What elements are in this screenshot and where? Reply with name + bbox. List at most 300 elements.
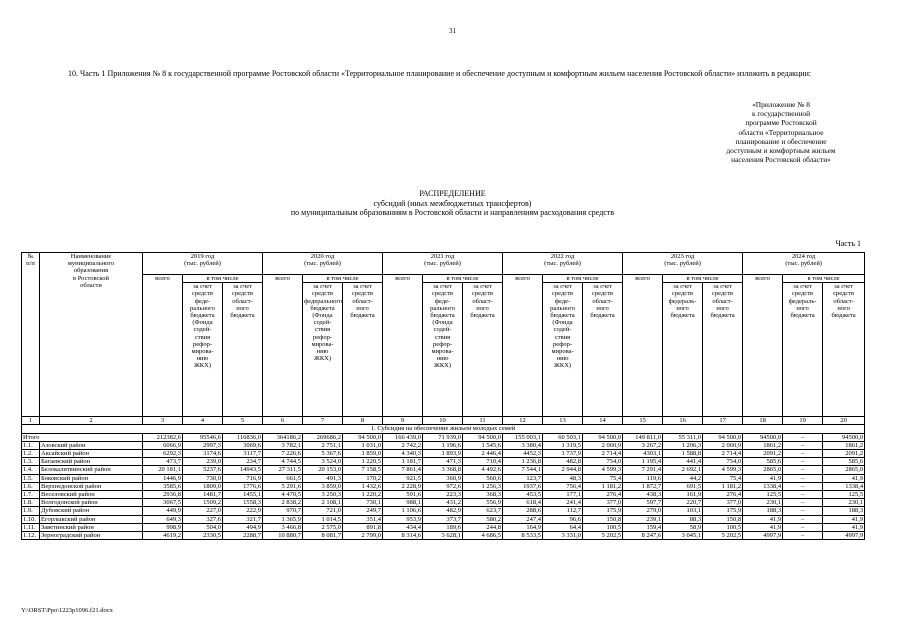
header-federal: за счет средств федерального бюджета (Фонда содей- ствия рефор- мирова- нию ЖКХ) [303, 283, 343, 417]
row-number: 1.7. [22, 491, 40, 499]
value-cell: 2 799,0 [343, 532, 383, 540]
value-cell: 754,0 [703, 458, 743, 466]
value-cell: 2865,0 [743, 466, 783, 474]
municipality-name: Верхнедонской район [40, 482, 143, 490]
header-regional: за счет средств област- ного бюджета [703, 283, 743, 417]
value-cell: 249,7 [343, 507, 383, 515]
value-cell: 891,8 [343, 523, 383, 531]
value-cell: 4 599,3 [583, 466, 623, 474]
value-cell: 8 247,6 [623, 532, 663, 540]
column-number-row [22, 417, 865, 425]
column-number: 6 [263, 417, 303, 425]
value-cell: 41,9 [743, 474, 783, 482]
document-subtitle-1: субсидий (иных межбюджетных трансфертов) [373, 198, 532, 208]
value-cell: 119,6 [623, 474, 663, 482]
value-cell: 438,3 [623, 491, 663, 499]
value-cell: 230,1 [823, 499, 865, 507]
value-cell: 1 014,5 [303, 515, 343, 523]
value-cell: 4 492,6 [463, 466, 503, 474]
row-number: 1.5. [22, 474, 40, 482]
value-cell: 2091,2 [743, 450, 783, 458]
value-cell: – [783, 474, 823, 482]
value-cell: 230,1 [743, 499, 783, 507]
title-block [0, 189, 905, 218]
value-cell: 71 939,0 [423, 433, 463, 441]
value-cell: 149 811,0 [623, 433, 663, 441]
value-cell: 241,4 [543, 499, 583, 507]
value-cell: 3 380,4 [503, 441, 543, 449]
value-cell: 1 181,2 [583, 482, 623, 490]
value-cell: 276,4 [703, 491, 743, 499]
value-cell: 150,8 [583, 515, 623, 523]
page-number: 31 [449, 27, 456, 35]
value-cell: 4997,9 [743, 532, 783, 540]
value-cell: – [783, 507, 823, 515]
value-cell: 1455,1 [223, 491, 263, 499]
value-cell: 368,3 [463, 491, 503, 499]
value-cell: 4 599,3 [703, 466, 743, 474]
value-cell: 1809,0 [183, 482, 223, 490]
value-cell: – [783, 515, 823, 523]
value-cell: 560,6 [463, 474, 503, 482]
header-municipality: Наименование муниципального образования в Ростовской области [40, 253, 143, 417]
value-cell: 3585,6 [143, 482, 183, 490]
row-number: 1.1. [22, 441, 40, 449]
value-cell: 75,4 [583, 474, 623, 482]
value-cell: 1 893,9 [423, 450, 463, 458]
value-cell: 1 545,6 [463, 441, 503, 449]
value-cell: 1 196,6 [423, 441, 463, 449]
value-cell: 125,5 [743, 491, 783, 499]
value-cell: 7 226,6 [263, 450, 303, 458]
value-cell: 20 181,1 [143, 466, 183, 474]
table-row [22, 532, 865, 540]
value-cell: 2 944,8 [543, 466, 583, 474]
value-cell: 1937,6 [503, 482, 543, 490]
column-number: 17 [703, 417, 743, 425]
value-cell: 6292,3 [143, 450, 183, 458]
row-number: 1.10. [22, 515, 40, 523]
table-row [22, 474, 865, 482]
value-cell: 10 880,7 [263, 532, 303, 540]
value-cell: 6066,9 [143, 441, 183, 449]
value-cell: 94 500,0 [703, 433, 743, 441]
value-cell: 94 500,0 [583, 433, 623, 441]
value-cell: 3067,5 [143, 499, 183, 507]
value-cell: 3069,6 [223, 441, 263, 449]
value-cell: 1 432,6 [343, 482, 383, 490]
value-cell: 4303,1 [623, 450, 663, 458]
header-total: всего [503, 275, 543, 417]
value-cell: 3 045,1 [663, 532, 703, 540]
value-cell: 756,4 [543, 482, 583, 490]
value-cell: 5 202,5 [583, 532, 623, 540]
value-cell: 3 250,3 [303, 491, 343, 499]
value-cell: 972,6 [423, 482, 463, 490]
column-number: 1 [22, 417, 40, 425]
value-cell: 710,4 [463, 458, 503, 466]
value-cell: 220,7 [663, 499, 703, 507]
value-cell: 3 267,2 [623, 441, 663, 449]
value-cell: 2 060,9 [583, 441, 623, 449]
value-cell: 1 319,5 [543, 441, 583, 449]
municipality-name: Боковский район [40, 474, 143, 482]
value-cell: 94500,0 [823, 433, 865, 441]
distribution-table [21, 252, 865, 540]
value-cell: 1 031,0 [343, 441, 383, 449]
value-cell: 239,1 [623, 515, 663, 523]
value-cell: 494,9 [223, 523, 263, 531]
value-cell: 473,7 [143, 458, 183, 466]
value-cell: 2997,3 [183, 441, 223, 449]
value-cell: 1 872,7 [623, 482, 663, 490]
value-cell: 125,5 [823, 491, 865, 499]
value-cell: 1861,2 [743, 441, 783, 449]
value-cell: 2 751,1 [303, 441, 343, 449]
table-row [22, 482, 865, 490]
value-cell: 94500,0 [743, 433, 783, 441]
value-cell: 3174,6 [183, 450, 223, 458]
value-cell: 580,2 [463, 515, 503, 523]
municipality-name: Азовский район [40, 441, 143, 449]
value-cell: 4 686,5 [463, 532, 503, 540]
value-cell: 3117,7 [223, 450, 263, 458]
value-cell: 471,3 [423, 458, 463, 466]
value-cell: 4452,3 [503, 450, 543, 458]
value-cell: 8 314,6 [383, 532, 423, 540]
column-number: 14 [583, 417, 623, 425]
value-cell: 222,9 [223, 507, 263, 515]
header-num: № п/п [22, 253, 40, 417]
value-cell: 449,9 [143, 507, 183, 515]
value-cell: 3 331,0 [543, 532, 583, 540]
value-cell: 373,7 [423, 515, 463, 523]
value-cell: 177,1 [543, 491, 583, 499]
value-cell: 3 782,1 [263, 441, 303, 449]
footer-file-path: Y:\ORST\Ppo\1223p1096.f21.docx [21, 607, 113, 614]
value-cell: 585,6 [743, 458, 783, 466]
value-cell: 504,0 [183, 523, 223, 531]
column-number: 7 [303, 417, 343, 425]
column-number: 19 [783, 417, 823, 425]
value-cell: 953,9 [383, 515, 423, 523]
value-cell: 41,9 [823, 523, 865, 531]
value-cell: 491,3 [303, 474, 343, 482]
value-cell: – [783, 482, 823, 490]
value-cell: 159,4 [623, 523, 663, 531]
column-number: 10 [423, 417, 463, 425]
value-cell: 247,4 [503, 515, 543, 523]
value-cell: 591,6 [383, 491, 423, 499]
municipality-name: Белокалитвинский район [40, 466, 143, 474]
header-total: всего [623, 275, 663, 417]
value-cell: 988,1 [383, 499, 423, 507]
value-cell: 112,7 [543, 507, 583, 515]
value-cell: 2 692,1 [663, 466, 703, 474]
table-row [22, 450, 865, 458]
value-cell: 649,3 [143, 515, 183, 523]
value-cell: 8 081,7 [303, 532, 343, 540]
value-cell: 434,4 [383, 523, 423, 531]
value-cell: 618,4 [503, 499, 543, 507]
value-cell: 188,3 [743, 507, 783, 515]
value-cell: 453,5 [503, 491, 543, 499]
value-cell: 5 367,6 [303, 450, 343, 458]
header-year-2022: 2022 год (тыс. рублей) [503, 253, 623, 275]
value-cell: 1 236,8 [503, 458, 543, 466]
header-federal: за счет средств феде- рального бюджета (Фонда содей- ствия рефор- мирова- нию ЖКХ) [423, 283, 463, 417]
value-cell: 1 181,7 [383, 458, 423, 466]
header-including: в том числе [543, 275, 623, 283]
header-regional: за счет средств област- ного бюджета [343, 283, 383, 417]
part-label: Часть 1 [835, 239, 861, 248]
value-cell: 623,7 [463, 507, 503, 515]
value-cell: 2091,2 [823, 450, 865, 458]
value-cell: – [783, 441, 823, 449]
row-number: 1.8. [22, 499, 40, 507]
value-cell: 7 544,1 [503, 466, 543, 474]
value-cell: 2 228,9 [383, 482, 423, 490]
value-cell: – [783, 450, 823, 458]
value-cell: 4 744,5 [263, 458, 303, 466]
table-row [22, 523, 865, 531]
value-cell: 441,4 [663, 458, 703, 466]
municipality-name: Дубовский район [40, 507, 143, 515]
value-cell: 20 153,0 [303, 466, 343, 474]
value-cell: 88,3 [663, 515, 703, 523]
value-cell: 7 861,4 [383, 466, 423, 474]
value-cell: 3 466,8 [263, 523, 303, 531]
value-cell: 5 291,6 [263, 482, 303, 490]
value-cell: 1861,2 [823, 441, 865, 449]
value-cell: 2 714,4 [703, 450, 743, 458]
value-cell: 556,9 [463, 499, 503, 507]
table-header [22, 253, 865, 417]
value-cell: 4619,2 [143, 532, 183, 540]
value-cell: 212382,6 [143, 433, 183, 441]
value-cell: 1 195,4 [623, 458, 663, 466]
value-cell: 44,2 [663, 474, 703, 482]
table-row [22, 458, 865, 466]
header-year-2021: 2021 год (тыс. рублей) [383, 253, 503, 275]
value-cell: 585,6 [823, 458, 865, 466]
value-cell: 1446,9 [143, 474, 183, 482]
table-row [22, 507, 865, 515]
value-cell: 166 439,0 [383, 433, 423, 441]
value-cell: 1 588,8 [663, 450, 703, 458]
value-cell: 94 500,0 [343, 433, 383, 441]
value-cell: 100,5 [703, 523, 743, 531]
header-year-2023: 2023 год (тыс. рублей) [623, 253, 743, 275]
header-total: всего [383, 275, 423, 417]
column-number: 4 [183, 417, 223, 425]
column-number: 20 [823, 417, 865, 425]
value-cell: 41,9 [743, 515, 783, 523]
value-cell: 321,7 [223, 515, 263, 523]
value-cell: 175,9 [583, 507, 623, 515]
value-cell: 2 060,9 [703, 441, 743, 449]
value-cell: 998,9 [143, 523, 183, 531]
value-cell: 234,7 [223, 458, 263, 466]
value-cell: 482,9 [423, 507, 463, 515]
value-cell: 60 503,1 [543, 433, 583, 441]
value-cell: 1558,3 [223, 499, 263, 507]
header-total: всего [143, 275, 183, 417]
header-federal: за счет средств феде- рального бюджета (Фонда содей- ствия рефор- мирова- нию ЖКХ) [543, 283, 583, 417]
header-including: в том числе [663, 275, 743, 283]
header-including: в том числе [423, 275, 503, 283]
column-number: 13 [543, 417, 583, 425]
value-cell: 2 742,2 [383, 441, 423, 449]
value-cell: 351,4 [343, 515, 383, 523]
value-cell: 96,6 [543, 515, 583, 523]
row-number: Итого [22, 433, 143, 441]
value-cell: 2 575,0 [303, 523, 343, 531]
appendix-note: «Приложение № 8 к государственной программе Ростовской области «Территориальное планирование и обеспечение доступным и комфортным жильем населения Ростовской области» [726, 100, 836, 165]
value-cell: – [783, 499, 823, 507]
value-cell: 691,5 [663, 482, 703, 490]
column-number: 2 [40, 417, 143, 425]
value-cell: 41,9 [823, 515, 865, 523]
value-cell: 4997,9 [823, 532, 865, 540]
value-cell: 95546,6 [183, 433, 223, 441]
column-number: 3 [143, 417, 183, 425]
header-federal: за счет средств феде- рального бюджета (Фонда содей- ствия рефор- мирова- нию ЖКХ) [183, 283, 223, 417]
value-cell: 189,6 [423, 523, 463, 531]
value-cell: 377,0 [703, 499, 743, 507]
value-cell: 161,9 [663, 491, 703, 499]
municipality-name: Багаевский район [40, 458, 143, 466]
value-cell: 360,9 [423, 474, 463, 482]
header-including: в том числе [303, 275, 383, 283]
value-cell: 1776,6 [223, 482, 263, 490]
row-number: 1.9. [22, 507, 40, 515]
value-cell: 48,3 [543, 474, 583, 482]
value-cell: 8 533,5 [503, 532, 543, 540]
value-cell: 2 714,4 [583, 450, 623, 458]
value-cell: – [783, 532, 823, 540]
value-cell: 41,9 [823, 474, 865, 482]
value-cell: 123,7 [503, 474, 543, 482]
header-including: в том числе [183, 275, 263, 283]
total-row [22, 433, 865, 441]
municipality-name: Веселовский район [40, 491, 143, 499]
value-cell: 155 003,1 [503, 433, 543, 441]
value-cell: 269686,2 [303, 433, 343, 441]
value-cell: – [783, 458, 823, 466]
municipality-name: Волгодонской район [40, 499, 143, 507]
value-cell: 482,8 [543, 458, 583, 466]
value-cell: 288,6 [503, 507, 543, 515]
value-cell: 1 365,9 [263, 515, 303, 523]
table-row [22, 466, 865, 474]
value-cell: 188,3 [823, 507, 865, 515]
column-number: 18 [743, 417, 783, 425]
value-cell: 2330,5 [183, 532, 223, 540]
value-cell: 279,0 [623, 507, 663, 515]
value-cell: 14943,5 [223, 466, 263, 474]
municipality-name: Заветинский район [40, 523, 143, 531]
municipality-name: Егорлыкский район [40, 515, 143, 523]
table-row [22, 515, 865, 523]
value-cell: 970,7 [263, 507, 303, 515]
column-number: 15 [623, 417, 663, 425]
value-cell: 2936,8 [143, 491, 183, 499]
value-cell: 1 859,0 [343, 450, 383, 458]
section-row [22, 425, 865, 433]
header-federal: за счет средств федераль- ного бюджета [783, 283, 823, 417]
value-cell: 3 524,0 [303, 458, 343, 466]
header-regional: за счет средств област- ного бюджета [583, 283, 623, 417]
value-cell: 2 108,1 [303, 499, 343, 507]
document-subtitle-2: по муниципальным образованиям в Ростовской области и направлениям расходования средств [290, 208, 615, 217]
value-cell: 276,4 [583, 491, 623, 499]
value-cell: 5237,6 [183, 466, 223, 474]
value-cell: 730,1 [343, 499, 383, 507]
table-row [22, 441, 865, 449]
value-cell: 175,9 [703, 507, 743, 515]
value-cell: 730,0 [183, 474, 223, 482]
column-number: 12 [503, 417, 543, 425]
section-title: 1. Субсидия на обеспечение жильем молодых семей [22, 425, 865, 433]
row-number: 1.3. [22, 458, 40, 466]
value-cell: 170,2 [343, 474, 383, 482]
value-cell: 100,5 [583, 523, 623, 531]
municipality-name: Зерноградский район [40, 532, 143, 540]
value-cell: 1509,2 [183, 499, 223, 507]
column-number: 11 [463, 417, 503, 425]
value-cell: 4 340,3 [383, 450, 423, 458]
value-cell: 2288,7 [223, 532, 263, 540]
value-cell: 75,4 [703, 474, 743, 482]
value-cell: 227,0 [183, 507, 223, 515]
value-cell: 7 291,4 [623, 466, 663, 474]
value-cell: 1481,7 [183, 491, 223, 499]
value-cell: 754,0 [583, 458, 623, 466]
value-cell: 327,6 [183, 515, 223, 523]
value-cell: 1 206,3 [663, 441, 703, 449]
value-cell: – [783, 433, 823, 441]
value-cell: 716,9 [223, 474, 263, 482]
value-cell: 3 859,0 [303, 482, 343, 490]
value-cell: 164,9 [503, 523, 543, 531]
value-cell: 377,0 [583, 499, 623, 507]
value-cell: 239,0 [183, 458, 223, 466]
row-number: 1.2. [22, 450, 40, 458]
row-number: 1.12. [22, 532, 40, 540]
value-cell: 41,9 [743, 523, 783, 531]
value-cell: 1338,4 [743, 482, 783, 490]
header-year-2024: 2024 год (тыс. рублей) [743, 253, 865, 275]
value-cell: 1 256,3 [463, 482, 503, 490]
value-cell: 116836,0 [223, 433, 263, 441]
value-cell: 1 181,2 [703, 482, 743, 490]
value-cell: 5 202,5 [703, 532, 743, 540]
header-regional: за счет средств област- ного бюджета [223, 283, 263, 417]
column-number: 9 [383, 417, 423, 425]
value-cell: 1338,4 [823, 482, 865, 490]
value-cell: 1 106,6 [383, 507, 423, 515]
header-total: всего [263, 275, 303, 417]
value-cell: – [783, 491, 823, 499]
value-cell: 1 737,9 [543, 450, 583, 458]
table-body [22, 417, 865, 540]
value-cell: 103,1 [663, 507, 703, 515]
intro-paragraph: 10. Часть 1 Приложения № 8 к государственной программе Ростовской области «Территориальное планирование и обеспечение доступным и комфортным жильем населения Ростовской области» изложить в редакции: [68, 69, 812, 78]
header-year-2020: 2020 год (тыс. рублей) [263, 253, 383, 275]
header-regional: за счет средств област- ного бюджета [823, 283, 865, 417]
header-year-2019: 2019 год (тыс. рублей) [143, 253, 263, 275]
